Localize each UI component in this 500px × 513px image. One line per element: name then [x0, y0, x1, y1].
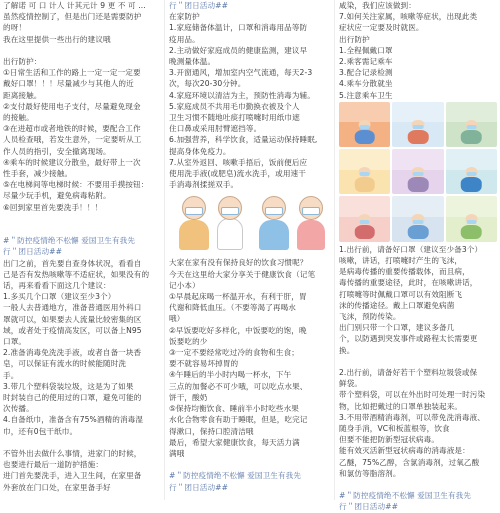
text-line: ③一定不要经常吃过冷的食物和生食；: [169, 348, 300, 358]
post-column-right: [336, 0, 500, 512]
text-line: 也要进行最后一道防护措施：: [3, 460, 104, 470]
masked-person-icon: [461, 167, 482, 192]
person-icon: [217, 196, 243, 250]
text-line: ④乘车的时候建议分散坐，最好带上一次: [3, 157, 141, 167]
protection-sticker-image[interactable]: [392, 149, 443, 194]
protection-sticker-image[interactable]: [446, 102, 497, 147]
protection-sticker-image[interactable]: [392, 102, 443, 147]
masked-person-icon: [461, 120, 482, 145]
text-line: 和氯仿等脂溶剂。: [339, 468, 401, 478]
text-line: 使用洗手液(或肥皂)流水洗手，或用速干: [169, 169, 306, 179]
text-line: 带个塑料袋，可以在外出时可处理一时污染: [339, 390, 486, 400]
text-line: 提高身体免疫力。: [169, 146, 231, 156]
text-line: 今天在这里给大家分享关于健康饮食（记笔: [169, 269, 316, 279]
text-line: 手消毒剂揉搓双手。: [169, 180, 239, 190]
text-line: ⑤在电梯间等电梯时候：不要用手摸按钮：: [3, 180, 149, 190]
masked-person-icon: [354, 167, 375, 192]
text-line: 了解诺 可 口 计人 计其元计 9 更 不 可 ...: [3, 1, 146, 10]
protection-sticker-image[interactable]: [339, 102, 390, 147]
text-line: 咳嗽，讲话，打喷嚏时产生的飞沫，: [339, 256, 463, 266]
text-line: 手。: [3, 370, 19, 380]
text-line: 出行防护: [339, 34, 370, 44]
text-line: 5.家庭成员不共用毛巾勤换衣被及个人: [169, 101, 300, 111]
text-line: 3.不用带酒精消毒剂，可以带免洗消毒液、: [339, 412, 485, 422]
text-line: 症状应一定要及时就医。: [339, 23, 424, 33]
text-line: 满哦: [169, 448, 185, 458]
text-line: [339, 356, 497, 367]
column-divider: [334, 0, 335, 500]
family-mask-illustration: [169, 192, 331, 254]
text-line: 6.加强营养，科学饮食，适量运动保持睡眠,: [169, 135, 318, 145]
text-line: 4.自备纸巾，准备含有75%酒精的消毒湿: [3, 415, 144, 425]
protection-sticker-image[interactable]: [446, 149, 497, 194]
text-line: 话，再来看看下面这几个建议：: [3, 281, 111, 291]
text-line: 7.从室外返回、咳嗽手捂后，饭前便后应: [169, 157, 308, 167]
text-line: 2.主动做好家庭成员的健康监测，建议早: [169, 45, 308, 55]
text-line: ⑥回到家里首先要洗手！！！: [3, 202, 103, 212]
text-line: 大家在家有没有保持良好的饮食习惯呢？: [169, 258, 308, 268]
post-text-middle-bottom: [169, 257, 331, 492]
column-divider: [164, 0, 165, 500]
text-line: [3, 213, 161, 224]
text-line: 1.多买几个口罩（建议至少3个）: [3, 292, 116, 302]
person-icon: [259, 196, 289, 250]
text-line: 飞沫，预防传染。: [339, 312, 401, 322]
text-line: 的呀！: [3, 23, 27, 33]
protection-sticker-image[interactable]: [392, 196, 443, 241]
text-line: 的接触。: [3, 113, 34, 123]
text-line: 是病毒传播的重要传播载体，而且病，: [339, 267, 470, 277]
text-line: 戴好口罩！！！尽量减少与其他人的近: [3, 79, 134, 89]
text-line: 时封装自己的使用过的口罩，避免可能的: [3, 393, 142, 403]
protection-sticker-image[interactable]: [339, 149, 390, 194]
masked-person-icon: [408, 167, 429, 192]
text-line: 随身手消，VC和板蓝根等，饮食: [339, 424, 450, 434]
text-line: 打喷嚏等时佩戴口罩可以有效阻断飞: [339, 289, 463, 299]
text-line: 饭要吃的少: [169, 336, 208, 346]
text-line: 罩就可以，如果要去人流量比较密集的区: [3, 314, 142, 324]
masked-person-icon: [408, 120, 429, 145]
masked-person-icon: [461, 214, 482, 239]
masked-person-icon: [354, 120, 375, 145]
text-line: 2.出行前，请备好若干个塑料垃圾袋或保: [339, 368, 478, 378]
text-line: 个，以防遇到突发事件或路程太长需要更: [339, 334, 478, 344]
hashtag-text[interactable]: 行＂团日活动##: [169, 1, 229, 10]
hashtag-text[interactable]: #＂防控疫情绝不松懈 爱国卫生有我先: [3, 236, 136, 246]
text-line: 巾，还有0包干纸巾。: [3, 426, 78, 436]
post-text-right-top: [339, 0, 497, 101]
masked-person-icon: [354, 214, 375, 239]
text-line: 在家防护: [169, 12, 200, 22]
text-line: 鲜袋。: [339, 379, 363, 389]
post-text-left: [0, 0, 164, 493]
text-line: 5.注意乘车卫生: [339, 90, 393, 100]
text-line: 一般人去普通地方，准备普通医用外科口: [3, 303, 142, 313]
hashtag-text[interactable]: 行＂团日活动##: [339, 502, 399, 512]
text-line: [3, 224, 161, 235]
text-line: 三点的加餐必不可少哦，可以吃点水果、: [169, 381, 308, 391]
post-column-middle: [166, 0, 334, 500]
person-icon: [179, 196, 209, 250]
text-line: 不管外出去做什么事情，进家门的时候，: [3, 449, 142, 459]
text-line: 咸染，我们应该做到：: [339, 1, 416, 10]
text-line: 进门首先要洗手，进入卫生间，在家里备: [3, 471, 142, 481]
text-line: [3, 45, 161, 56]
text-line: 人员检查哦，若发生意外，一定要听从工: [3, 135, 142, 145]
masked-person-icon: [408, 214, 429, 239]
text-line: 域，或者处于疫情高发区，可以备上N95: [3, 325, 142, 335]
text-line: ⑤保持均衡饮食、睡前半小时吃些水果: [169, 404, 300, 414]
hashtag-text[interactable]: #＂防控疫情绝不松懈 爱国卫生有我先: [169, 471, 302, 481]
text-line: 但要不能把防新型冠状病毒。: [339, 435, 440, 445]
text-line: 虽然疫情控制了，但是出门还是需要防护: [3, 12, 142, 22]
text-line: ①早晨起床喝一杯温开水，有利于肝，胃: [169, 292, 307, 302]
text-line: 饼干，酸奶: [169, 392, 208, 402]
text-line: 哦）: [169, 314, 185, 324]
text-line: 2.乘客需记乘车: [339, 57, 393, 67]
text-line: ④午睡后的半小时内喝一杯水，下午: [169, 370, 292, 380]
text-line: [169, 459, 331, 470]
text-line: 次传播。: [3, 404, 34, 414]
text-line: ②支付最好使用电子支付，尽量避免现金: [3, 101, 141, 111]
text-line: 距离接触。: [3, 90, 42, 100]
text-line: 1.出行前，请备好口罩（建议至少备3个）: [339, 244, 483, 254]
text-line: 得漱口，保持口腔清洁哦: [169, 426, 254, 436]
text-line: 4.乘车分散就坐: [339, 79, 393, 89]
text-line: 记小本）: [169, 280, 200, 290]
text-line: 3.带几个塑料袋装垃圾，这是为了如果: [3, 381, 134, 391]
person-icon: [297, 196, 325, 250]
text-line: 代谢和降低血压。（不要等渴了再喝水: [169, 303, 296, 313]
text-line: 晚测量体温。: [169, 57, 216, 67]
hashtag-text[interactable]: 行＂团日活动##: [169, 482, 229, 492]
travel-protection-image-grid[interactable]: [339, 102, 497, 242]
text-line: 我在这里提供一些出行的建议哦: [3, 34, 111, 44]
text-line: 出门之前，首先要自查身体状况，看看自: [3, 258, 142, 268]
text-line: 3.开窗通风，增加室内空气流通，每天2-3: [169, 68, 313, 78]
text-line: 住口鼻或采用肘臂遮挡等。: [169, 124, 262, 134]
text-line: 7.如何关注家属，咳嗽等症状，出现此类: [339, 12, 478, 22]
text-line: [339, 479, 497, 490]
text-line: 2.准备消毒免洗洗手液，或者自备一块香: [3, 348, 142, 358]
text-line: 乙醚，75%乙醇，含氯消毒剂，过氧乙酸: [339, 457, 480, 467]
text-line: 水化合物零食有助于睡眠，但是，吃完记: [169, 415, 308, 425]
protection-sticker-image[interactable]: [339, 196, 390, 241]
text-line: 次，每次20-30分钟。: [169, 79, 246, 89]
text-line: 皂，可以保证有流水的时候能随时洗: [3, 359, 127, 369]
text-line: 1.全程佩戴口罩: [339, 45, 393, 55]
text-line: 卫生习惯不随地吐痰打喷嚏时用纸巾遮: [169, 113, 300, 123]
text-line: 口罩。: [3, 337, 27, 347]
protection-sticker-image[interactable]: [446, 196, 497, 241]
text-line: [3, 437, 161, 448]
text-line: 3.配合记录检测: [339, 68, 393, 78]
text-line: 己是否有发热咳嗽等不适症状，如果没有的: [3, 269, 150, 279]
text-line: 外套放在门口处，在家里备手好: [3, 482, 111, 492]
text-line: 要不就容易坏掉胃的: [169, 359, 239, 369]
text-line: 尽量少玩手机，避免病毒粘附。: [3, 191, 111, 201]
post-text-middle-top: [169, 0, 331, 190]
post-text-right-bottom: [339, 244, 497, 513]
text-line: 1.家庭储备体温计，口罩和消毒用品等防: [169, 23, 308, 33]
text-line: 作人员的指引，安全撤离现场。: [3, 146, 111, 156]
text-line: 能有效灭活新型冠状病毒的消毒液是：: [339, 446, 470, 456]
text-line: 疫用品。: [169, 34, 200, 44]
text-line: 沫的传播途径。戴上口罩避免病菌: [339, 300, 455, 310]
text-line: 毒传播的重要途径，此时，在咳嗽讲话，: [339, 278, 478, 288]
text-line: 换。: [339, 345, 355, 355]
post-column-left: [0, 0, 164, 500]
text-line: 4.家庭环境以清洁为主，预防性消毒为辅。: [169, 90, 315, 100]
hashtag-text[interactable]: #＂防控疫情绝不松懈 爱国卫生有我先: [339, 491, 472, 501]
text-line: 出门别只带一个口罩，建议多备几: [339, 323, 455, 333]
text-line: 物，比如把戴过的口罩单独装起来。: [339, 401, 463, 411]
text-line: ②早饭要吃好多样化，中饭要吃的饱，晚: [169, 325, 307, 335]
text-line: ①日常生活和工作的路上一定一定一定要: [3, 68, 141, 78]
hashtag-text[interactable]: 行＂团日活动##: [3, 247, 63, 257]
text-line: 最后，希望大家健康饮食，每天活力满: [169, 437, 300, 447]
text-line: 出行防护：: [3, 57, 42, 66]
text-line: ③在进超市或者地铁的时候，要配合工作: [3, 124, 141, 134]
text-line: 性手套，减少接触。: [3, 169, 73, 179]
